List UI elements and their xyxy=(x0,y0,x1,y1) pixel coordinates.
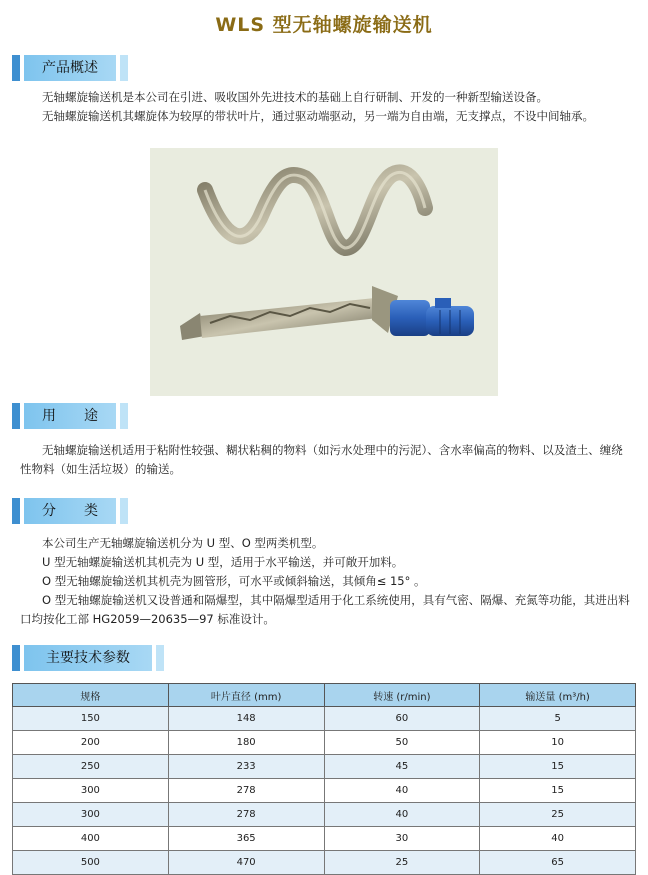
table-cell: 365 xyxy=(168,827,324,851)
table-cell: 40 xyxy=(324,779,480,803)
table-cell: 180 xyxy=(168,731,324,755)
table-row xyxy=(13,827,636,851)
table-cell: 45 xyxy=(324,755,480,779)
table-cell: 25 xyxy=(480,803,636,827)
section-tail xyxy=(120,55,128,81)
column-header: 输送量 (m³/h) xyxy=(480,684,636,707)
table-cell: 300 xyxy=(13,779,169,803)
product-photo xyxy=(150,148,498,396)
table-cell: 30 xyxy=(324,827,480,851)
usage-text xyxy=(20,441,630,479)
section-tail xyxy=(120,403,128,429)
types-line: 本公司生产无轴螺旋输送机分为 U 型、O 型两类机型。 xyxy=(42,536,324,550)
table-row xyxy=(13,707,636,731)
section-bar xyxy=(12,403,20,429)
table-row xyxy=(13,851,636,875)
table-cell: 65 xyxy=(480,851,636,875)
params-table xyxy=(12,683,636,875)
types-line: O 型无轴螺旋输送机又设普通和隔爆型，其中隔爆型适用于化工系统使用，具有气密、隔爆、充氮等功能，其进出料口均按化工部 HG2059—20635—97 标准设计。 xyxy=(20,593,630,626)
types-line: O 型无轴螺旋输送机其机壳为圆管形，可水平或倾斜输送，其倾角≤ 15° 。 xyxy=(42,574,426,588)
table-cell: 40 xyxy=(324,803,480,827)
table-cell: 250 xyxy=(13,755,169,779)
table-cell: 25 xyxy=(324,851,480,875)
table-row xyxy=(13,755,636,779)
table-row xyxy=(13,779,636,803)
table-cell: 278 xyxy=(168,803,324,827)
table-cell: 233 xyxy=(168,755,324,779)
table-cell: 200 xyxy=(13,731,169,755)
table-header-row xyxy=(13,684,636,707)
table-cell: 10 xyxy=(480,731,636,755)
page-title: WLS 型无轴螺旋输送机 xyxy=(215,14,433,36)
section-tail xyxy=(156,645,164,671)
table-row xyxy=(13,803,636,827)
gearbox xyxy=(390,300,430,336)
types-line: U 型无轴螺旋输送机其机壳为 U 型，适用于水平输送，并可敞开加料。 xyxy=(42,555,404,569)
section-bar xyxy=(12,645,20,671)
column-header: 规格 xyxy=(13,684,169,707)
types-text xyxy=(20,534,630,629)
section-label: 产品概述 xyxy=(24,55,116,81)
shaftless-screw-image xyxy=(150,148,498,396)
table-cell: 50 xyxy=(324,731,480,755)
column-header: 叶片直径 (mm) xyxy=(168,684,324,707)
table-cell: 400 xyxy=(13,827,169,851)
section-tail xyxy=(120,498,128,524)
overview-line: 无轴螺旋输送机其螺旋体为较厚的带状叶片，通过驱动端驱动，另一端为自由端，无支撑点，不设中间轴承。 xyxy=(42,109,594,123)
section-label: 主要技术参数 xyxy=(24,645,152,671)
table-cell: 15 xyxy=(480,779,636,803)
table-row xyxy=(13,731,636,755)
column-header: 转速 (r/min) xyxy=(324,684,480,707)
table-cell: 470 xyxy=(168,851,324,875)
section-label: 用 途 xyxy=(24,403,116,429)
table-cell: 500 xyxy=(13,851,169,875)
section-bar xyxy=(12,55,20,81)
table-cell: 5 xyxy=(480,707,636,731)
table-cell: 15 xyxy=(480,755,636,779)
section-bar xyxy=(12,498,20,524)
usage-line: 无轴螺旋输送机适用于粘附性较强、糊状粘稠的物料（如污水处理中的污泥）、含水率偏高的物料、以及渣土、缠绕性物料（如生活垃圾）的输送。 xyxy=(20,443,623,476)
table-cell: 60 xyxy=(324,707,480,731)
table-cell: 278 xyxy=(168,779,324,803)
table-cell: 300 xyxy=(13,803,169,827)
table-cell: 40 xyxy=(480,827,636,851)
table-cell: 150 xyxy=(13,707,169,731)
overview-line: 无轴螺旋输送机是本公司在引进、吸收国外先进技术的基础上自行研制、开发的一种新型输送设备。 xyxy=(42,90,548,104)
table-cell: 148 xyxy=(168,707,324,731)
section-label: 分 类 xyxy=(24,498,116,524)
overview-text xyxy=(20,88,630,126)
